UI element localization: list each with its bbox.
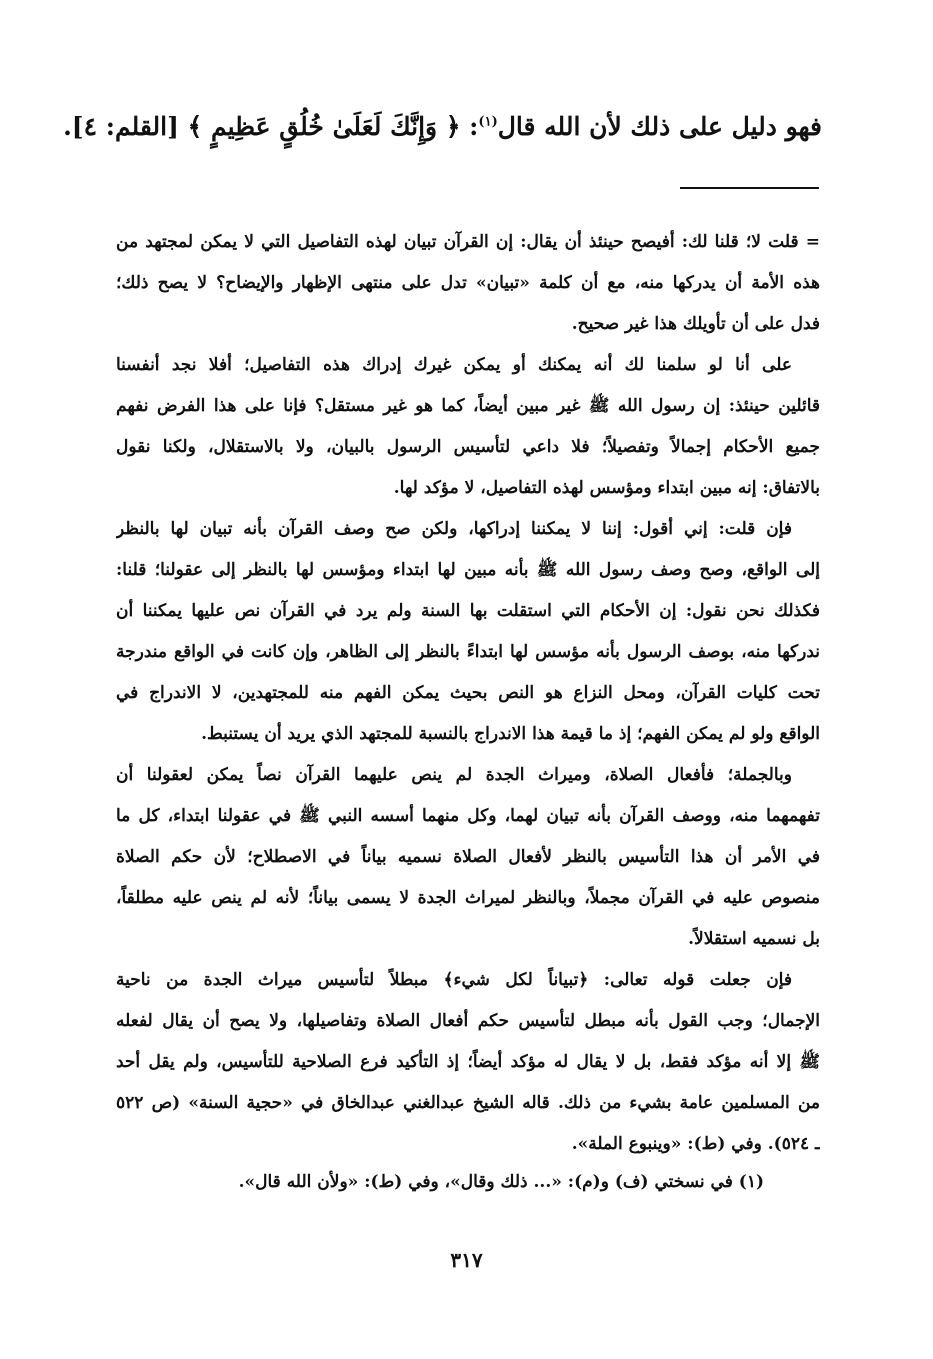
text-line: وبالجملة؛ فأفعال الصلاة، وميراث الجدة لم ينص عليهما القرآن نصاً يمكن لعقولنا أن [116,765,792,785]
page-number: ٣١٧ [450,1248,483,1272]
footnote-separator [680,187,819,189]
text-line: قائلين حينئذ: إن رسول الله ﷺ غير مبين أيضاً، كما هو غير مستقل؟ فإنا على هذا الفرض نفهم [116,396,820,416]
text-line: من المسلمين عامة بشيء من ذلك. قاله الشيخ عبدالغني عبدالخاق في «حجية السنة» (ص ٥٢٢ [116,1093,820,1113]
footnote-continuation [116,226,820,1169]
footnote-ref: (١) [478,114,498,130]
text-line: فدل على أن تأويلك هذا غير صحيح. [571,314,820,334]
text-line: الإجمال؛ وجب القول بأنه مبطل لتأسيس حكم أفعال الصلاة وتفاصيلها، ولا يصح أن يقال لفعله [116,1011,820,1031]
text-line: بالاتفاق: إنه مبين ابتداء ومؤسس لهذه التفاصيل، لا مؤكد لها. [393,478,820,498]
text-line: بل نسميه استقلالاً. [688,929,820,949]
text-line: تفهمهما منه، ووصف القرآن بأنه تبيان لهما، وكل منهما أسسه النبي ﷺ في عقولنا ابتداء، كل ما [116,806,820,826]
text-line: جميع الأحكام إجمالاً وتفصيلاً؛ فلا داعي لتأسيس الرسول بالبيان، ولا بالاستقلال، ولكنا نقول [116,437,820,457]
quran-verse: : ﴿ وَإِنَّكَ لَعَلَىٰ خُلُقٍ عَظِيمٍ ﴾ [القلم: ٤]. [63,112,479,141]
footnote-text: (١) في نسختي (ف) و(م): «... ذلك وقال»، وفي (ط): «ولأن الله قال». [238,1172,764,1192]
text-line: في الأمر أن هذا التأسيس بالنظر لأفعال الصلاة نسميه بياناً في الاصطلاح؛ لأن حكم الصلاة [116,847,820,867]
text-line: تحت كليات القرآن، ومحل النزاع هو النص بحيث يمكن الفهم منه للمجتهدين، لا الاندراج في [116,683,820,703]
text-line: الواقع ولو لم يمكن الفهم؛ إذ ما قيمة هذا الاندراج بالنسبة للمجتهد الذي يريد أن يستنبط. [201,724,820,744]
text-line: = قلت لا؛ قلنا لك: أفيصح حينئذ أن يقال: إن القرآن تبيان لهذه التفاصيل التي لا يمكن لمجتهد من [116,232,820,252]
footnote [116,1172,820,1192]
text-line: منصوص عليه في القرآن مجملاً، وبالنظر لميراث الجدة لا يسمى بياناً؛ لأنه لم ينص عليه مطلقاً، [116,888,820,908]
text-line: ـ ٥٢٤). وفي (ط): «وينبوع الملة». [571,1134,820,1154]
main-text-line [63,112,822,141]
text-line: هذه الأمة أن يدركها منه، مع أن كلمة «تبيان» تدل على منتهى الإظهار والإيضاح؟ لا يصح ذلك؛ [116,273,820,293]
text-line: ندركها منه، بوصف الرسول بأنه مؤسس لها ابتداءً بالنظر إلى الظاهر، وإن كانت في الواقع مندرجة [116,642,820,662]
text-line: ﷺ إلا أنه مؤكد فقط، بل لا يقال له مؤكد أيضاً؛ إذ التأكيد فرع الصلاحية للتأسيس، ولم يقل أحد [116,1052,820,1072]
text-line: فإن جعلت قوله تعالى: ﴿تبياناً لكل شيء﴾ مبطلاً لتأسيس ميراث الجدة من ناحية [116,970,792,990]
text-line: فكذلك نحن نقول: إن الأحكام التي استقلت بها السنة ولم يرد في القرآن نص عليها يمكننا أن [116,601,820,621]
text-line: فإن قلت: إني أقول: إننا لا يمكننا إدراكها، ولكن صح وصف القرآن بأنه تبيان لها بالنظر [116,519,792,539]
heading-text: فهو دليل على ذلك لأن الله قال [497,112,822,141]
text-line: إلى الواقع، وصح وصف رسول الله ﷺ بأنه مبين لها ابتداء ومؤسس لها بالنظر إلى عقولنا؛ قلنا: [116,560,820,580]
text-line: على أنا لو سلمنا لك أنه يمكنك أو يمكن غيرك إدراك هذه التفاصيل؛ أفلا نجد أنفسنا [116,355,792,375]
